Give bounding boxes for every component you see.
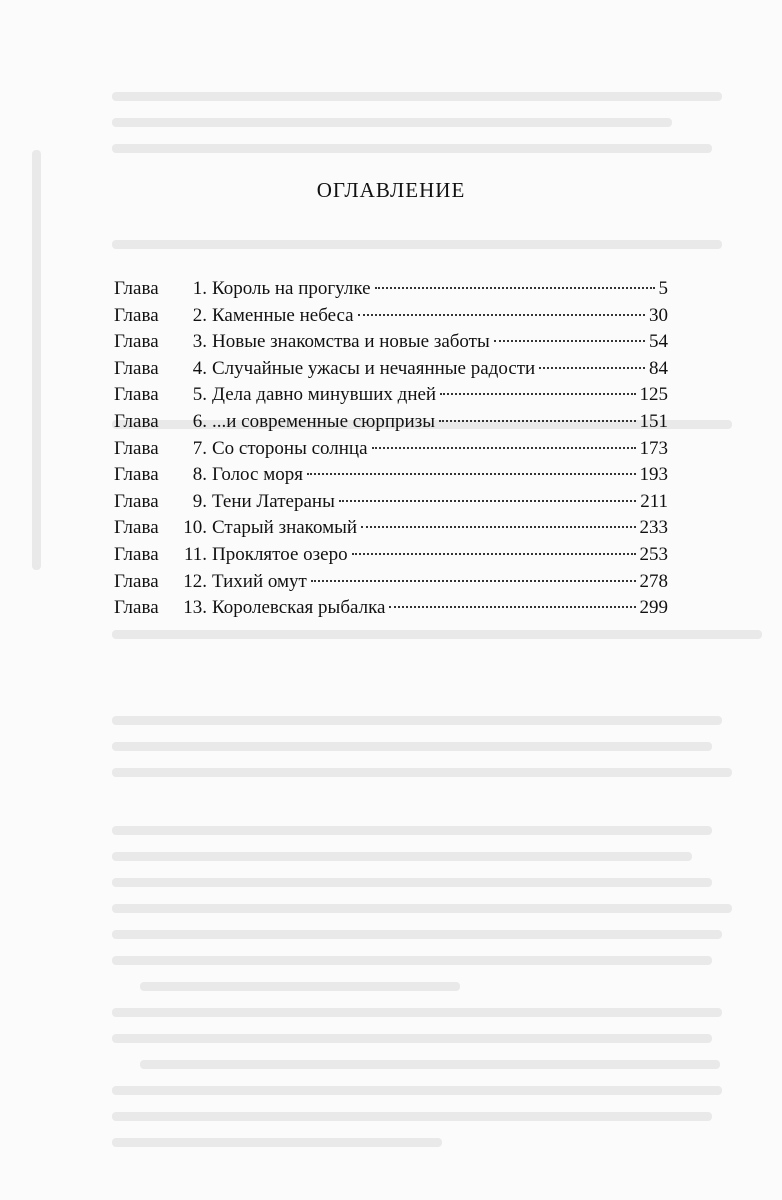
toc-entry [114,356,668,383]
page-number: 54 [649,331,668,353]
page-number: 173 [639,437,668,459]
chapter-title: Новые знакомства и новые заботы [212,331,490,353]
chapter-label: Глава [114,570,159,592]
dot-leader [361,526,635,528]
chapter-title: Каменные небеса [212,304,354,326]
page-number: 193 [639,464,668,486]
toc-entry [114,542,668,569]
chapter-label: Глава [114,490,159,512]
chapter-number: 2. [192,304,207,326]
chapter-label: Глава [114,384,159,406]
chapter-number: 6. [192,410,207,432]
page-number: 84 [649,357,668,379]
toc-list [114,276,668,622]
chapter-title: Со стороны солнца [212,437,368,459]
chapter-label: Глава [114,357,159,379]
page-number: 125 [639,384,668,406]
chapter-number: 8. [192,464,207,486]
chapter-title: Дела давно минувших дней [212,384,437,406]
chapter-number: 1. [192,278,207,299]
toc-entry [114,409,668,436]
page-number: 5 [658,278,668,299]
chapter-title: Проклятое озеро [212,543,348,565]
toc-entry [114,489,668,516]
chapter-label: Глава [114,278,159,299]
chapter-number: 13. [183,597,207,619]
dot-leader [372,447,636,449]
page-number: 151 [639,410,668,432]
chapter-label: Глава [114,543,159,565]
toc-entry [114,329,668,356]
dot-leader [339,500,636,502]
toc-title: ОГЛАВЛЕНИЕ [316,178,466,202]
toc-entry [114,515,668,542]
toc-entry [114,595,668,622]
chapter-title: Королевская рыбалка [212,597,386,619]
chapter-label: Глава [114,410,159,432]
page-number: 211 [640,490,668,512]
chapter-title: Тихий омут [212,570,307,592]
chapter-number: 5. [192,384,207,406]
chapter-label: Глава [114,517,159,539]
toc-entry [114,462,668,489]
page-number: 253 [639,543,668,565]
toc-entry [114,382,668,409]
dot-leader [375,287,655,289]
toc-entry [114,436,668,463]
toc-entry [114,569,668,596]
dot-leader [539,367,645,369]
dot-leader [311,580,636,582]
chapter-title: Случайные ужасы и нечаянные радости [212,357,536,379]
dot-leader [389,606,635,608]
chapter-title: ...и современные сюрпризы [212,410,435,432]
chapter-number: 4. [192,357,207,379]
chapter-label: Глава [114,437,159,459]
chapter-number: 3. [192,331,207,353]
page-number: 233 [639,517,668,539]
dot-leader [358,314,645,316]
toc-entry [114,303,668,330]
chapter-title: Голос моря [212,464,303,486]
chapter-title: Тени Латераны [212,490,335,512]
dot-leader [440,393,635,395]
chapter-title: Старый знакомый [212,517,358,539]
dot-leader [352,553,636,555]
chapter-number: 12. [183,570,207,592]
chapter-number: 10. [183,517,207,539]
toc-entry [114,276,668,303]
page-number: 30 [649,304,668,326]
chapter-label: Глава [114,597,159,619]
chapter-label: Глава [114,304,159,326]
dot-leader [439,420,636,422]
chapter-label: Глава [114,464,159,486]
page-number: 278 [639,570,668,592]
chapter-number: 7. [192,437,207,459]
chapter-label: Глава [114,331,159,353]
chapter-number: 11. [183,543,207,565]
page-number: 299 [639,597,668,619]
chapter-title: Король на прогулке [212,278,371,299]
chapter-number: 9. [192,490,207,512]
dot-leader [494,340,645,342]
dot-leader [307,473,636,475]
